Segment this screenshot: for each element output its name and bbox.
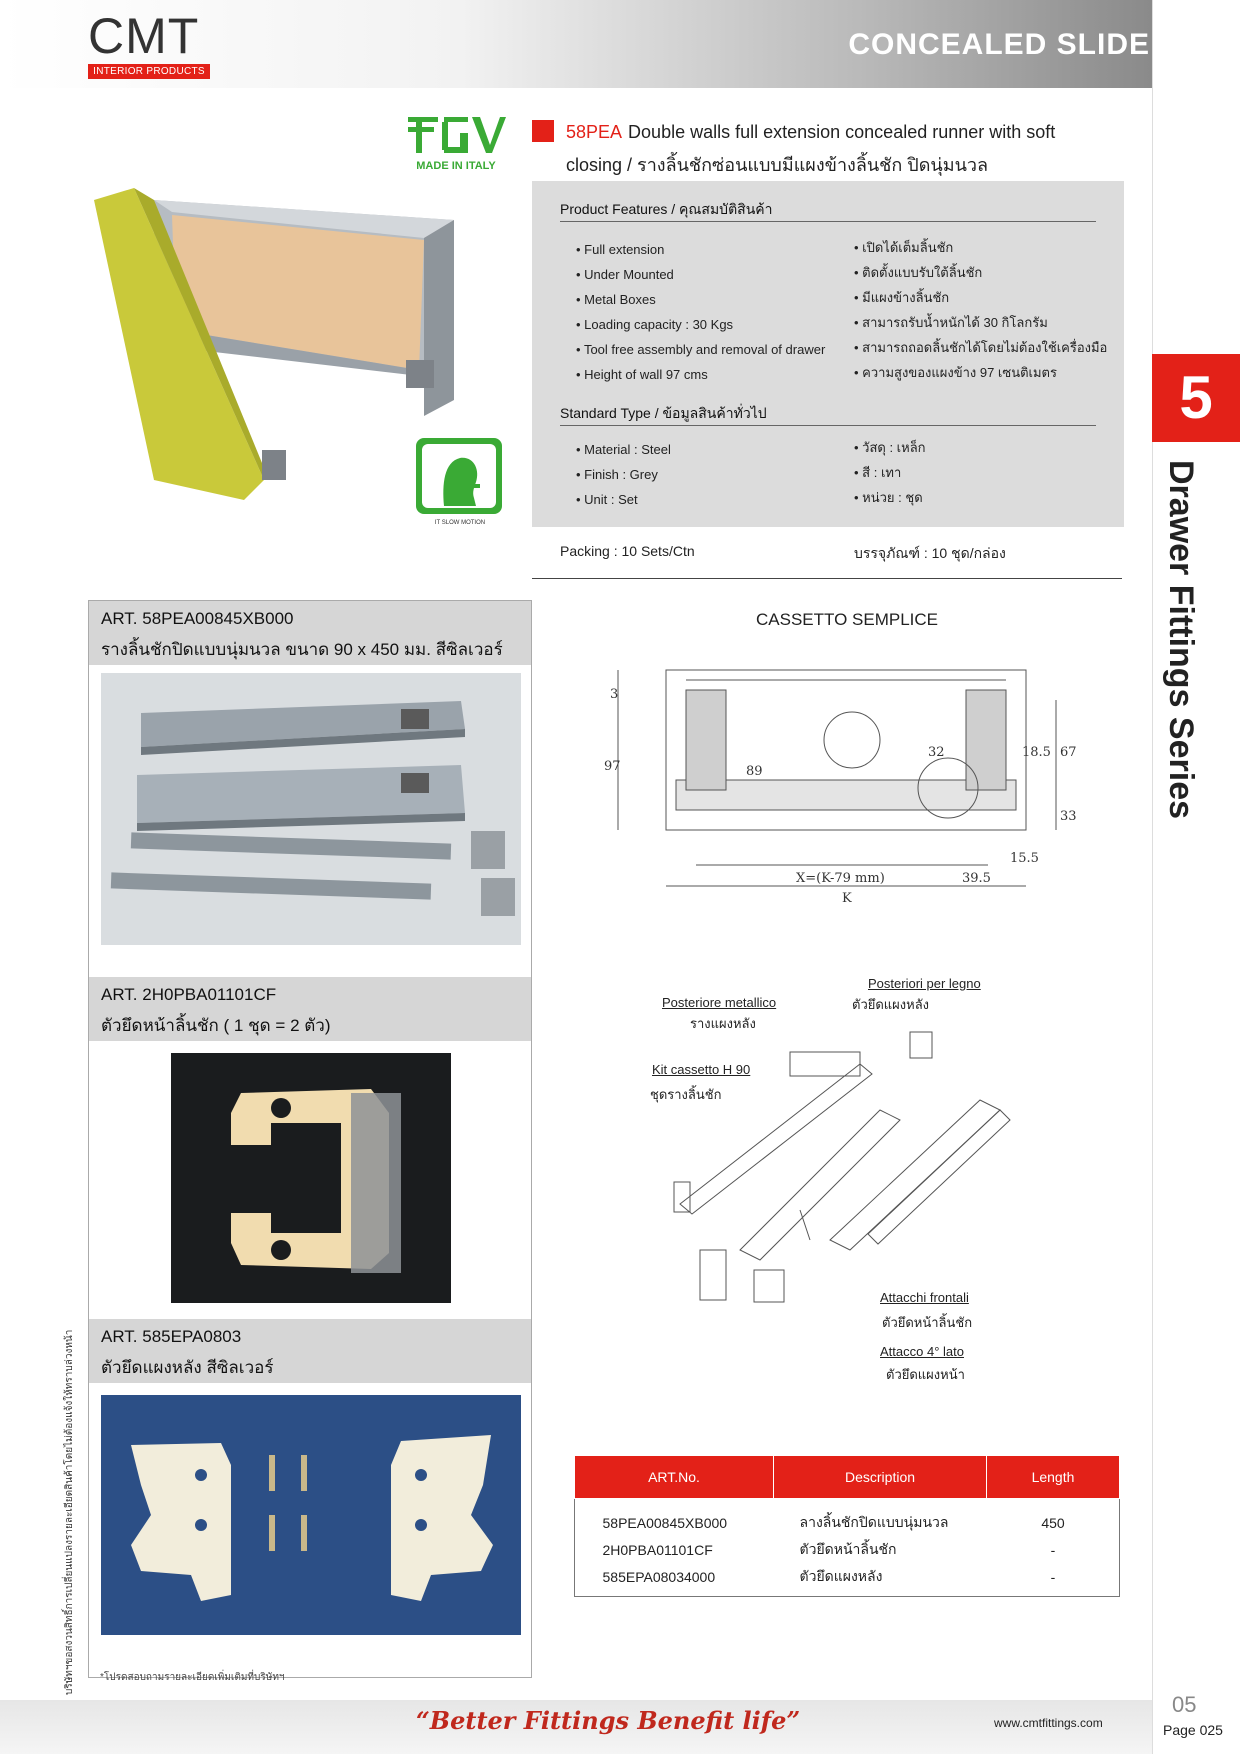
brand-subtitle: INTERIOR PRODUCTS (88, 64, 210, 79)
product-title-en: Double walls full extension concealed runner with soft (628, 122, 1056, 142)
page-number: Page 025 (1163, 1722, 1223, 1738)
features-heading: Product Features / คุณสมบัติสินค้า (560, 201, 773, 217)
standard-item: • Material : Steel (576, 437, 671, 462)
feature-item: • Full extension (576, 237, 825, 262)
table-row (575, 1509, 1120, 1536)
table-cell: - (1050, 1568, 1056, 1585)
fgv-logo (404, 113, 508, 175)
runner-photo (101, 673, 521, 945)
packing-th: บรรจุภัณฑ์ : 10 ชุด/กล่อง (854, 545, 1006, 561)
disclaimer-note: บริษัทฯขอสงวนสิทธิ์การเปลี่ยนแปลงรายละเอียดสินค้าโดยไม่ต้องแจ้งให้ทราบล่วงหน้า (64, 1329, 75, 1695)
attacco-lato-th: ตัวยึดแผงหน้า (886, 1367, 965, 1382)
dim-label: 39.5 (962, 871, 991, 886)
article-header (89, 1319, 531, 1383)
dim-label: 97 (604, 759, 621, 774)
inquiry-note: *โปรดสอบถามรายละเอียดเพิ่มเติมที่บริษัทฯ (100, 1672, 285, 1683)
standard-list-en (576, 437, 671, 512)
table-cell: 450 (1041, 1514, 1065, 1531)
dim-label: K (842, 891, 852, 906)
table-header-row (575, 1456, 1120, 1499)
standard-heading: Standard Type / ข้อมูลสินค้าทั่วไป (560, 405, 767, 421)
chapter-strip (1152, 0, 1240, 1754)
dim-label: 89 (746, 764, 763, 779)
posteriori-legno-th: ตัวยึดแผงหลัง (852, 997, 930, 1012)
dim-label: 18.5 (1022, 745, 1051, 760)
posteriore-metallico-label: Posteriore metallico (662, 995, 777, 1010)
standard-item: • Unit : Set (576, 487, 671, 512)
title-marker (532, 120, 554, 142)
table-header: ART.No. (575, 1456, 774, 1499)
slow-motion-icon (414, 436, 506, 526)
standard-item: • Finish : Grey (576, 462, 671, 487)
made-in-italy-label: MADE IN ITALY (416, 160, 496, 172)
features-panel (532, 181, 1124, 527)
feature-item: • Metal Boxes (576, 287, 825, 312)
front-bracket-photo (171, 1053, 451, 1303)
feature-item-th: • มีแผงข้างลิ้นชัก (854, 285, 1107, 310)
table-row (575, 1536, 1120, 1563)
table-cell: ลางลิ้นชักปิดแบบนุ่มนวล (799, 1513, 949, 1530)
standard-item-th: • หน่วย : ชุด (854, 485, 926, 510)
article-code: ART. 2H0PBA01101CF (101, 985, 277, 1004)
features-list-th (854, 235, 1107, 385)
table-cell: ตัวยึดแผงหลัง (799, 1567, 883, 1584)
dim-label: 67 (1060, 745, 1077, 760)
table-cell: ตัวยึดหน้าลิ้นชัก (799, 1540, 897, 1557)
packing-rule (532, 578, 1122, 579)
dim-label: X=(K-79 mm) (796, 871, 885, 886)
table-header: Description (774, 1456, 987, 1499)
product-title (566, 122, 1055, 143)
feature-item-th: • สามารถถอดลิ้นชักได้โดยไม่ต้องใช้เครื่องมือ (854, 335, 1107, 360)
article-header (89, 977, 531, 1041)
table-cell: 2H0PBA01101CF (602, 1541, 713, 1558)
article-code: ART. 58PEA00845XB000 (101, 609, 294, 628)
kit-cassetto-label: Kit cassetto H 90 (652, 1062, 751, 1077)
feature-item: • Tool free assembly and removal of drawer (576, 337, 825, 362)
table-cell: - (1050, 1541, 1056, 1558)
standard-list-th (854, 435, 926, 510)
rear-bracket-photo (101, 1395, 521, 1635)
slow-motion-label: IT SLOW MOTION (434, 520, 486, 526)
feature-item: • Height of wall 97 cms (576, 362, 825, 387)
article-desc: รางลิ้นชักปิดแบบนุ่มนวล ขนาด 90 x 450 มม. สีซิลเวอร์ (101, 640, 503, 659)
table-cell: 585EPA08034000 (602, 1568, 716, 1585)
attacchi-frontali-label: Attacchi frontali (880, 1290, 969, 1305)
spec-table (574, 1455, 1120, 1590)
feature-item-th: • สามารถรับน้ำหนักได้ 30 กิโลกรัม (854, 310, 1107, 335)
feature-item: • Loading capacity : 30 Kgs (576, 312, 825, 337)
dim-label: 33 (1060, 809, 1077, 824)
product-code: 58PEA (566, 122, 623, 142)
standard-item-th: • สี : เทา (854, 460, 926, 485)
series-title: Drawer Fittings Series (1162, 460, 1200, 820)
posteriori-legno-label: Posteriori per legno (868, 976, 981, 991)
dim-label: 32 (928, 745, 945, 760)
drawing-title: CASSETTO SEMPLICE (756, 610, 939, 629)
article-column (88, 600, 532, 1678)
feature-item-th: • ติดตั้งแบบรับใต้ลิ้นชัก (854, 260, 1107, 285)
feature-item-th: • เปิดได้เต็มลิ้นชัก (854, 235, 1107, 260)
cross-section-drawing (596, 660, 1086, 912)
brand-logo: CMT (88, 8, 200, 64)
features-rule (560, 221, 1096, 222)
article-desc: ตัวยึดแผงหลัง สีซิลเวอร์ (101, 1358, 274, 1377)
dim-label: 15.5 (1010, 851, 1039, 866)
exploded-drawing (660, 990, 1080, 1330)
article-header (89, 601, 531, 665)
page-number-large: 05 (1172, 1692, 1197, 1717)
article-code: ART. 585EPA0803 (101, 1327, 242, 1346)
standard-rule (560, 425, 1096, 426)
attacco-lato-label: Attacco 4° lato (880, 1344, 964, 1359)
chapter-number: 5 (1152, 354, 1240, 442)
product-title-th: closing / รางลิ้นชักซ่อนแบบมีแผงข้างลิ้นชัก ปิดนุ่มนวล (566, 155, 989, 175)
standard-item-th: • วัสดุ : เหล็ก (854, 435, 926, 460)
feature-item-th: • ความสูงของแผงข้าง 97 เซนติเมตร (854, 360, 1107, 385)
dim-label: 3 (610, 687, 619, 702)
attacchi-frontali-th: ตัวยึดหน้าลิ้นชัก (882, 1315, 973, 1330)
features-list-en (576, 237, 825, 387)
footer-slogan: “Better Fittings Benefit life” (416, 1706, 801, 1735)
kit-cassetto-th: ชุดรางลิ้นชัก (650, 1087, 722, 1102)
feature-item: • Under Mounted (576, 262, 825, 287)
table-header: Length (987, 1456, 1120, 1499)
article-desc: ตัวยึดหน้าลิ้นชัก ( 1 ชุด = 2 ตัว) (101, 1016, 331, 1035)
page-title: CONCEALED SLIDE (848, 28, 1150, 61)
posteriore-metallico-th: รางแผงหลัง (690, 1016, 756, 1031)
packing-en: Packing : 10 Sets/Ctn (560, 543, 695, 559)
table-cell: 58PEA00845XB000 (602, 1514, 728, 1531)
website-link[interactable]: www.cmtfittings.com (994, 1716, 1103, 1730)
table-row (575, 1563, 1120, 1590)
